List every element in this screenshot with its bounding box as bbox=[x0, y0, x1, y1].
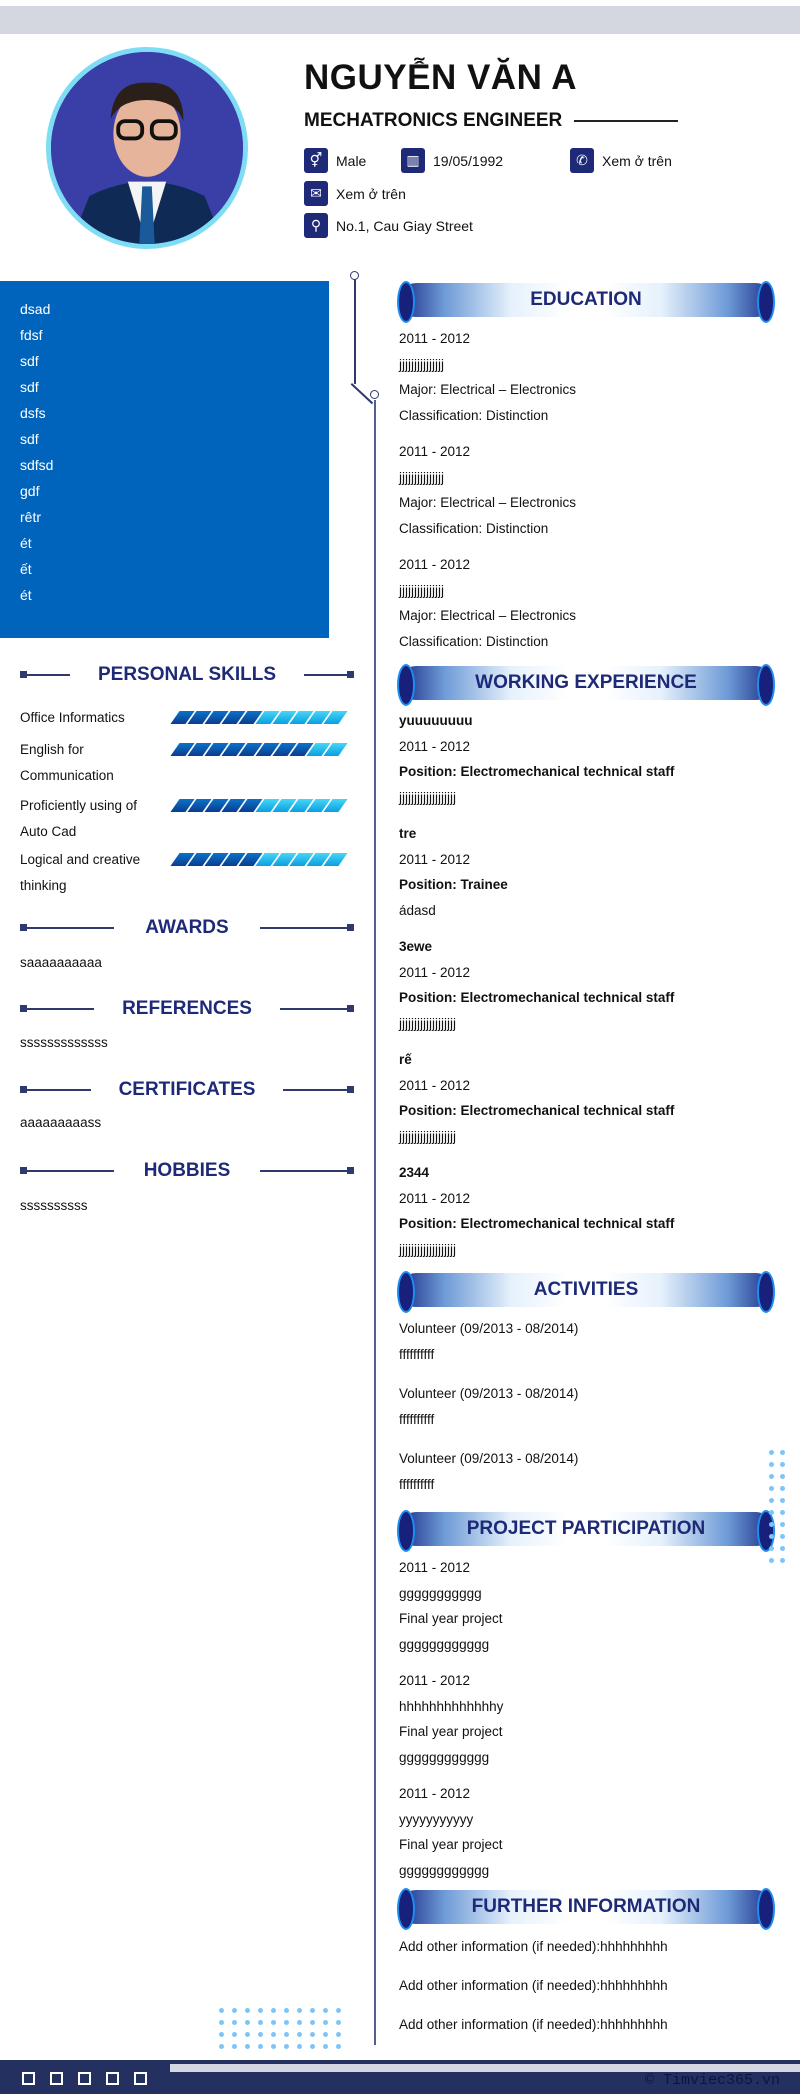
email-value: Xem ở trên bbox=[336, 185, 406, 202]
education-item bbox=[399, 439, 576, 541]
experience-item-field: 3ewe bbox=[399, 939, 433, 954]
education-item-field: jjjjjjjjjjjjjjj bbox=[399, 582, 444, 598]
dot bbox=[780, 1534, 785, 1539]
dot bbox=[310, 2044, 315, 2049]
references-title bbox=[20, 996, 354, 1022]
dot bbox=[769, 1534, 774, 1539]
activity-item bbox=[399, 1446, 578, 1497]
further-heading bbox=[399, 1890, 773, 1924]
skill-level-bar bbox=[175, 853, 343, 866]
dot bbox=[219, 2008, 224, 2013]
email-info bbox=[304, 181, 406, 206]
top-banner bbox=[0, 6, 800, 34]
references-text: sssssssssssss bbox=[20, 1035, 108, 1050]
phone-value: Xem ở trên bbox=[602, 152, 672, 169]
dot bbox=[336, 2044, 341, 2049]
project-item-field: Final year project bbox=[399, 1611, 503, 1626]
education-item-field: Major: Electrical – Electronics bbox=[399, 495, 577, 510]
timeline-node bbox=[370, 390, 379, 399]
dot bbox=[297, 2008, 302, 2013]
skill-level-bar bbox=[175, 799, 343, 812]
dot bbox=[232, 2032, 237, 2037]
education-item-field: 2011 - 2012 bbox=[399, 444, 471, 459]
experience-item-field: 2011 - 2012 bbox=[399, 851, 471, 867]
activity-item-field: Volunteer (09/2013 - 08/2014) bbox=[399, 1386, 579, 1401]
hobbies-text: ssssssssss bbox=[20, 1198, 88, 1213]
heading-text: AWARDS bbox=[117, 917, 256, 938]
activities-title: ACTIVITIES bbox=[533, 1279, 639, 1300]
education-item-field: 2011 - 2012 bbox=[399, 331, 471, 346]
timeline-line bbox=[374, 400, 376, 2045]
further-item-field: Add other information (if needed):hhhhhhhhh bbox=[399, 1939, 668, 1954]
dot bbox=[780, 1546, 785, 1551]
dot bbox=[258, 2008, 263, 2013]
further-item-field: Add other information (if needed):hhhhhhhhh bbox=[399, 2017, 668, 2032]
experience-item-field: jjjjjjjjjjjjjjjjjjj bbox=[399, 1128, 456, 1144]
education-item-field: jjjjjjjjjjjjjjj bbox=[399, 469, 444, 485]
dot bbox=[284, 2008, 289, 2013]
dot bbox=[245, 2044, 250, 2049]
further-item-field: Add other information (if needed):hhhhhhhhh bbox=[399, 1978, 668, 1993]
dot bbox=[780, 1498, 785, 1503]
dot bbox=[219, 2044, 224, 2049]
skill-label: English for Communication bbox=[20, 742, 114, 783]
experience-heading bbox=[399, 666, 773, 700]
address-value: No.1, Cau Giay Street bbox=[336, 217, 473, 234]
dot bbox=[245, 2020, 250, 2025]
dot bbox=[297, 2020, 302, 2025]
further-item bbox=[399, 2012, 668, 2038]
certificates-text: aaaaaaaaass bbox=[20, 1115, 102, 1130]
experience-item-field: jjjjjjjjjjjjjjjjjjj bbox=[399, 789, 456, 805]
dot bbox=[336, 2032, 341, 2037]
dot bbox=[780, 1558, 785, 1563]
location-pin-icon: ⚲ bbox=[304, 213, 328, 238]
dot bbox=[323, 2044, 328, 2049]
project-item-field: gggggggggggg bbox=[399, 1749, 490, 1765]
dot bbox=[258, 2032, 263, 2037]
experience-item-field: 2344 bbox=[399, 1165, 430, 1180]
skill-row bbox=[20, 737, 345, 789]
project-item-field: yyyyyyyyyyy bbox=[399, 1811, 474, 1827]
dot bbox=[769, 1546, 774, 1551]
project-item bbox=[399, 1555, 503, 1657]
education-heading bbox=[399, 283, 773, 317]
skills-heading bbox=[20, 662, 354, 688]
decorative-dots bbox=[769, 1450, 785, 1563]
certificates-heading bbox=[20, 1077, 354, 1103]
footer-band bbox=[0, 2060, 800, 2094]
experience-item-field: ádasd bbox=[399, 902, 436, 918]
project-item-field: 2011 - 2012 bbox=[399, 1673, 471, 1688]
project-item bbox=[399, 1668, 503, 1770]
dot bbox=[271, 2032, 276, 2037]
activity-item-field: ffffffffff bbox=[399, 1476, 435, 1492]
activity-item bbox=[399, 1316, 578, 1367]
education-item-field: jjjjjjjjjjjjjjj bbox=[399, 356, 444, 372]
dot bbox=[310, 2008, 315, 2013]
skill-label: Proficiently using of Auto Cad bbox=[20, 798, 138, 839]
dot bbox=[271, 2044, 276, 2049]
cake-icon: ▥ bbox=[401, 148, 425, 173]
dot bbox=[284, 2032, 289, 2037]
objective-line: sdfsd bbox=[20, 457, 54, 473]
activities-heading bbox=[399, 1273, 773, 1307]
dot bbox=[780, 1510, 785, 1515]
objective-line: dsfs bbox=[20, 405, 46, 421]
dot bbox=[310, 2032, 315, 2037]
experience-item bbox=[399, 708, 674, 810]
watermark: © Timviec365.vn bbox=[644, 2072, 780, 2089]
dot bbox=[769, 1486, 774, 1491]
project-item-field: Final year project bbox=[399, 1724, 503, 1739]
experience-item-field: Position: Electromechanical technical staff bbox=[399, 1216, 675, 1231]
dot bbox=[769, 1510, 774, 1515]
education-item-field: 2011 - 2012 bbox=[399, 557, 471, 572]
experience-item bbox=[399, 1047, 674, 1149]
experience-item-field: jjjjjjjjjjjjjjjjjjj bbox=[399, 1241, 456, 1257]
title-divider bbox=[574, 120, 678, 122]
education-item-field: Classification: Distinction bbox=[399, 407, 549, 423]
experience-item-field: 2011 - 2012 bbox=[399, 1190, 471, 1206]
objective-line: rêtr bbox=[20, 509, 41, 525]
objective-line: ét bbox=[20, 535, 32, 551]
objective-line: dsad bbox=[20, 301, 51, 317]
objective-line: ét bbox=[20, 587, 32, 603]
dot bbox=[780, 1462, 785, 1467]
activity-item-field: Volunteer (09/2013 - 08/2014) bbox=[399, 1321, 579, 1336]
further-item bbox=[399, 1973, 668, 1999]
experience-item bbox=[399, 1160, 674, 1262]
skills-title bbox=[20, 662, 354, 688]
phone-info bbox=[570, 148, 672, 173]
dot bbox=[232, 2008, 237, 2013]
phone-icon: ✆ bbox=[570, 148, 594, 173]
objective-line: sdf bbox=[20, 431, 39, 447]
experience-item-field: rế bbox=[399, 1052, 412, 1067]
experience-item-field: Position: Electromechanical technical staff bbox=[399, 1103, 675, 1118]
objective-line: ết bbox=[20, 561, 32, 577]
experience-item bbox=[399, 934, 674, 1036]
dot bbox=[323, 2032, 328, 2037]
timeline-node bbox=[350, 271, 359, 280]
dot bbox=[769, 1558, 774, 1563]
education-item bbox=[399, 552, 576, 654]
project-item-field: hhhhhhhhhhhhhy bbox=[399, 1698, 504, 1714]
activity-item bbox=[399, 1381, 578, 1432]
dot bbox=[232, 2020, 237, 2025]
skill-row bbox=[20, 705, 345, 731]
skill-label: Logical and creative thinking bbox=[20, 852, 141, 893]
experience-item-field: 2011 - 2012 bbox=[399, 1077, 471, 1093]
hobbies-title bbox=[20, 1158, 354, 1184]
project-item-field: 2011 - 2012 bbox=[399, 1786, 471, 1801]
heading-text: PERSONAL SKILLS bbox=[70, 664, 304, 685]
activity-item-field: ffffffffff bbox=[399, 1346, 435, 1362]
dot bbox=[258, 2044, 263, 2049]
dot bbox=[780, 1474, 785, 1479]
skill-label: Office Informatics bbox=[20, 710, 125, 725]
further-item bbox=[399, 1934, 668, 1960]
dot bbox=[769, 1498, 774, 1503]
awards-text: saaaaaaaaaa bbox=[20, 955, 102, 970]
dot bbox=[284, 2044, 289, 2049]
experience-item-field: yuuuuuuuu bbox=[399, 713, 473, 728]
project-item-field: ggggggggggg bbox=[399, 1585, 482, 1601]
gender-info bbox=[304, 148, 366, 173]
profile-photo bbox=[46, 47, 248, 249]
dot bbox=[780, 1450, 785, 1455]
experience-item-field: Position: Electromechanical technical staff bbox=[399, 990, 675, 1005]
dot bbox=[769, 1474, 774, 1479]
experience-item-field: tre bbox=[399, 826, 417, 841]
activity-item-field: ffffffffff bbox=[399, 1411, 435, 1427]
dot bbox=[258, 2020, 263, 2025]
experience-item-field: Position: Trainee bbox=[399, 877, 508, 892]
education-item bbox=[399, 326, 576, 428]
dot bbox=[297, 2032, 302, 2037]
dot bbox=[245, 2032, 250, 2037]
objective-line: sdf bbox=[20, 353, 39, 369]
project-item-field: gggggggggggg bbox=[399, 1862, 490, 1878]
experience-item-field: jjjjjjjjjjjjjjjjjjj bbox=[399, 1015, 456, 1031]
experience-item-field: 2011 - 2012 bbox=[399, 738, 471, 754]
footer-stripe bbox=[170, 2064, 800, 2072]
education-item-field: Major: Electrical – Electronics bbox=[399, 382, 577, 397]
experience-item-field: 2011 - 2012 bbox=[399, 964, 471, 980]
dot bbox=[232, 2044, 237, 2049]
dot bbox=[310, 2020, 315, 2025]
further-title: FURTHER INFORMATION bbox=[471, 1896, 701, 1917]
hobbies-heading bbox=[20, 1158, 354, 1184]
dot bbox=[271, 2008, 276, 2013]
objective-box bbox=[0, 281, 329, 638]
education-item-field: Major: Electrical – Electronics bbox=[399, 608, 577, 623]
timeline-line bbox=[354, 279, 356, 384]
heading-text: REFERENCES bbox=[94, 998, 280, 1019]
dot bbox=[780, 1486, 785, 1491]
job-title: MECHATRONICS ENGINEER bbox=[304, 110, 563, 131]
activity-item-field: Volunteer (09/2013 - 08/2014) bbox=[399, 1451, 579, 1466]
dot bbox=[271, 2020, 276, 2025]
education-item-field: Classification: Distinction bbox=[399, 633, 549, 649]
project-item-field: 2011 - 2012 bbox=[399, 1560, 471, 1575]
education-title: EDUCATION bbox=[530, 289, 642, 310]
dot bbox=[297, 2044, 302, 2049]
heading-text: HOBBIES bbox=[116, 1160, 259, 1181]
heading-text: CERTIFICATES bbox=[91, 1079, 284, 1100]
project-item bbox=[399, 1781, 503, 1883]
skill-row bbox=[20, 793, 345, 845]
envelope-icon: ✉ bbox=[304, 181, 328, 206]
skill-row bbox=[20, 847, 345, 899]
birthday-value: 19/05/1992 bbox=[433, 152, 504, 169]
awards-title bbox=[20, 915, 354, 941]
dot bbox=[284, 2020, 289, 2025]
projects-heading bbox=[399, 1512, 773, 1546]
address-info bbox=[304, 213, 473, 238]
dot bbox=[245, 2008, 250, 2013]
education-item-field: Classification: Distinction bbox=[399, 520, 549, 536]
dot bbox=[219, 2032, 224, 2037]
dot bbox=[219, 2020, 224, 2025]
dot bbox=[780, 1522, 785, 1527]
dot bbox=[769, 1450, 774, 1455]
birthday-info bbox=[401, 148, 503, 173]
dot bbox=[769, 1522, 774, 1527]
project-item-field: gggggggggggg bbox=[399, 1636, 490, 1652]
experience-item bbox=[399, 821, 508, 923]
objective-line: gdf bbox=[20, 483, 40, 499]
skill-level-bar bbox=[175, 743, 343, 756]
dot bbox=[336, 2008, 341, 2013]
dot bbox=[323, 2020, 328, 2025]
experience-item-field: Position: Electromechanical technical staff bbox=[399, 764, 675, 779]
footer-squares bbox=[22, 2072, 147, 2085]
candidate-name: NGUYỄN VĂN A bbox=[304, 58, 578, 97]
awards-heading bbox=[20, 915, 354, 941]
experience-title: WORKING EXPERIENCE bbox=[475, 672, 697, 693]
dot bbox=[323, 2008, 328, 2013]
dot bbox=[336, 2020, 341, 2025]
projects-title: PROJECT PARTICIPATION bbox=[466, 1518, 706, 1539]
gender-value: Male bbox=[336, 152, 367, 169]
objective-line: sdf bbox=[20, 379, 39, 395]
gender-icon: ⚥ bbox=[304, 148, 328, 173]
objective-line: fdsf bbox=[20, 327, 43, 343]
decorative-dots bbox=[219, 2008, 341, 2049]
skill-level-bar bbox=[175, 711, 343, 724]
dot bbox=[769, 1462, 774, 1467]
project-item-field: Final year project bbox=[399, 1837, 503, 1852]
references-heading bbox=[20, 996, 354, 1022]
certificates-title bbox=[20, 1077, 354, 1103]
